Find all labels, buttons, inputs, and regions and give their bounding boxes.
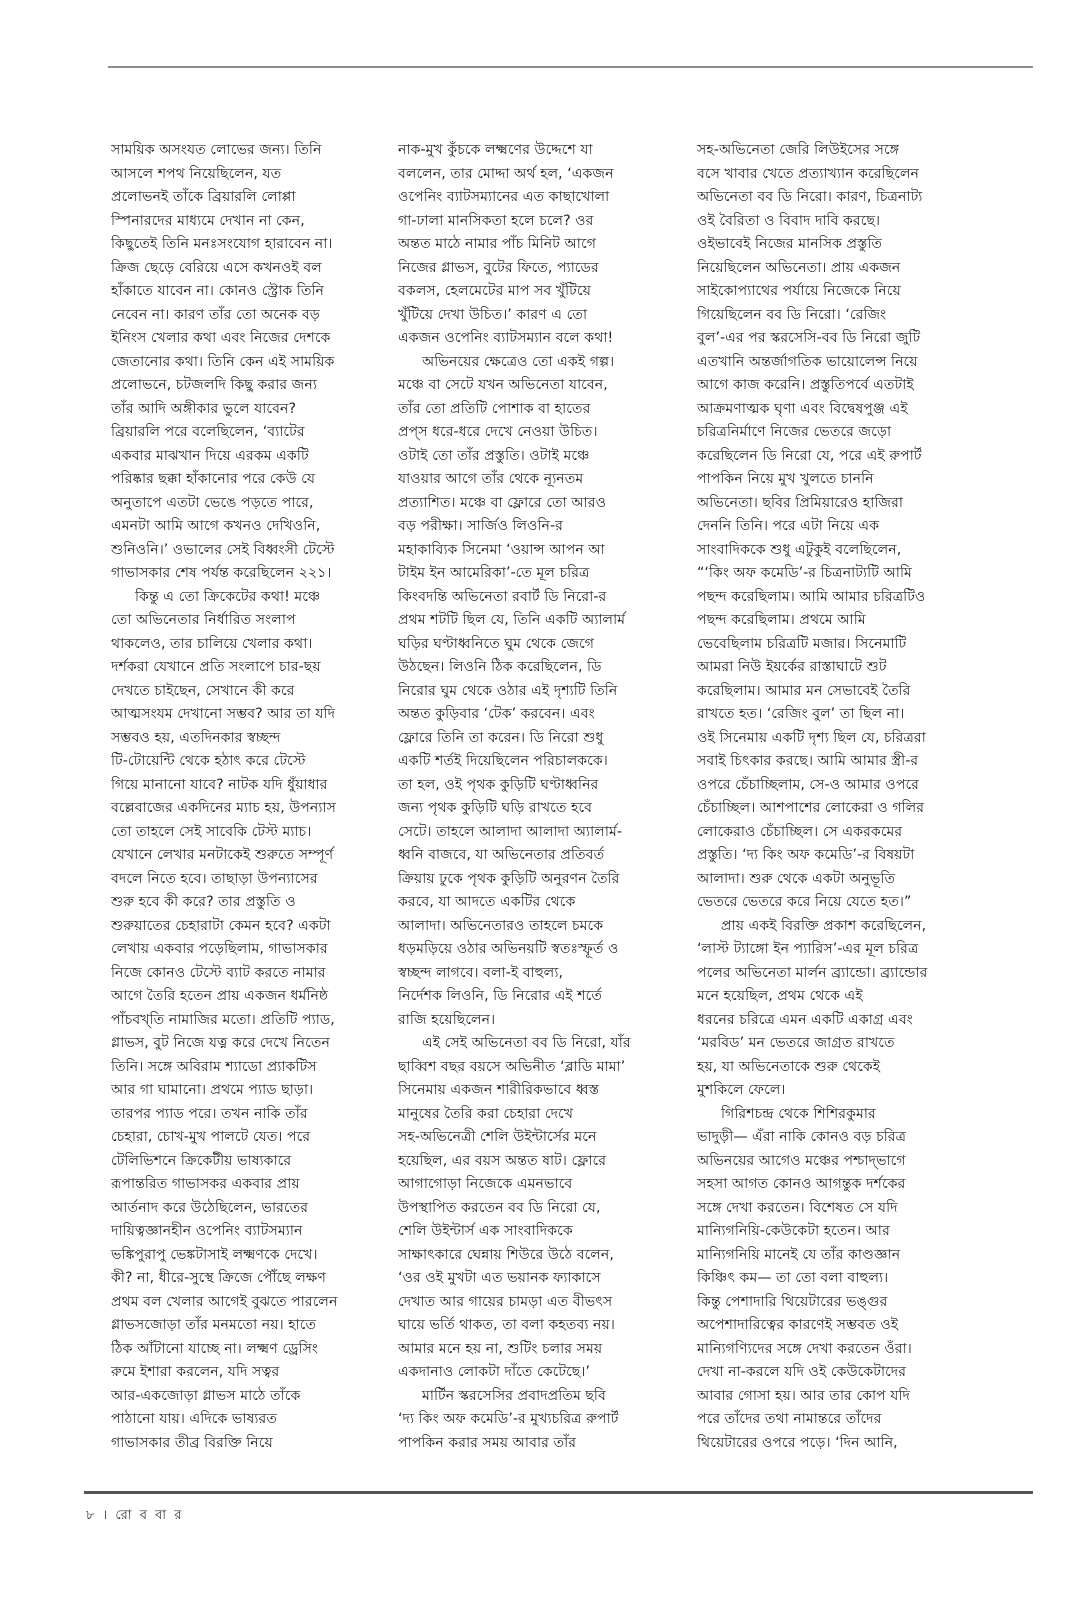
article-line: শুরুয়াতের চেহারাটা কেমন হবে? একটা bbox=[111, 917, 331, 934]
article-line: ক্রিয়ায় ঢুকে পৃথক কুড়িটি অনুরণন তৈরি bbox=[398, 870, 620, 887]
article-line: আমরা নিউ ইয়র্কের রাস্তাঘাটে শুট bbox=[697, 659, 887, 675]
article-line: অভিনয়ের ক্ষেত্রেও তো একই গল্প। bbox=[422, 353, 615, 370]
article-line: খুঁটিয়ে দেখা উচিত।’ কারণ এ তো bbox=[398, 306, 588, 323]
article-line: গ্লাভস, বুট নিজে যত্ন করে দেখে নিতেন bbox=[111, 1035, 330, 1051]
article-line: নির্দেশক লিওনি, ডি নিরোর এই শর্তে bbox=[398, 988, 603, 1004]
article-line: ওই সিনেমায় একটি দৃশ্য ছিল যে, চরিত্ররা bbox=[697, 729, 926, 746]
article-line: গিয়ে মানানো যাবে? নাটক যদি ধুঁয়াধার bbox=[111, 776, 328, 793]
article-line: কিঞ্চিৎ কম— তা তো বলা বাহুল্য। bbox=[697, 1270, 889, 1286]
article-line: কিংবদন্তি অভিনেতা রবার্ট ডি নিরো-র bbox=[398, 588, 607, 605]
article-line: একদানাও লোকটা দাঁতে কেটেছে।’ bbox=[398, 1364, 590, 1380]
article-line: প্রস্তুতি। ‘দ্য কিং অফ কমেডি’-র বিষয়টা bbox=[697, 847, 915, 863]
article-line: রুমে ইশারা করলেন, যদি সত্বর bbox=[111, 1364, 280, 1380]
article-line: ধ্বনি বাজবে, যা অভিনেতার প্রতিবর্ত bbox=[398, 847, 605, 863]
article-line: “‘কিং অফ কমেডি’-র চিত্রনাট্যটি আমি bbox=[697, 565, 912, 581]
article-line: টেলিভিশনে ক্রিকেটীয় ভাষ্যকারে bbox=[111, 1152, 292, 1169]
article-line: এমনটা আমি আগে কখনও দেখিওনি, bbox=[111, 518, 321, 534]
article-line: শুনিওনি।’ ওভালের সেই বিধ্বংসী টেস্টে bbox=[111, 541, 335, 558]
article-line: এই সেই অভিনেতা বব ডি নিরো, যাঁর bbox=[422, 1035, 631, 1051]
article-line: ধড়মড়িয়ে ওঠার অভিনয়টি স্বতঃস্ফূর্ত ও bbox=[398, 941, 619, 957]
article-line: শুরু হবে কী করে? তার প্রস্তুতি ও bbox=[111, 894, 296, 910]
article-line: ওপেনিং ব্যাটসম্যানের এত কাছাখোলা bbox=[398, 189, 610, 205]
article-line: পছন্দ করেছিলাম। আমি আমার চরিত্রটিও bbox=[697, 588, 926, 605]
article-line: ক্রিজ ছেড়ে বেরিয়ে এসে কখনওই বল bbox=[111, 259, 322, 276]
magazine-name: রো ব বা র bbox=[115, 1508, 184, 1523]
article-line: টাইম ইন আমেরিকা’-তে মূল চরিত্র bbox=[398, 565, 590, 581]
article-line: ওইভাবেই নিজের মানসিক প্রস্তুতি bbox=[697, 236, 883, 252]
article-line: যেখানে লেখার মনটাকেই শুরুতে সম্পূর্ণ bbox=[111, 847, 334, 863]
article-line: সহসা আগত কোনও আগন্তুক দর্শকের bbox=[697, 1176, 906, 1192]
article-line: গাভাসকার শেষ পর্যন্ত করেছিলেন ২২১। bbox=[111, 565, 332, 581]
article-line: প্রথম বল খেলার আগেই বুঝতে পারলেন bbox=[111, 1293, 338, 1310]
article-line: গ্লাভসজোড়া তাঁর মনমতো নয়। হাতে bbox=[111, 1317, 317, 1333]
article-line: মান্যিগনিয়ি-কেউকেটা হতেন। আর bbox=[697, 1223, 890, 1239]
article-line: ওপরে চেঁচাচ্ছিলাম, সে-ও আমার ওপরে bbox=[697, 776, 919, 793]
article-line: ঘড়ির ঘণ্টাধ্বনিতে ঘুম থেকে জেগে bbox=[398, 635, 595, 652]
page-footer bbox=[86, 1506, 183, 1527]
article-line: মুশকিলে ফেলে। bbox=[697, 1082, 786, 1098]
article-line: কিন্তু পেশাদারি থিয়েটারের ভঙ্গুর bbox=[697, 1293, 888, 1310]
article-line: এতখানি অন্তর্জাগতিক ভায়োলেন্স নিয়ে bbox=[697, 353, 918, 370]
article-line: তিনি। সঙ্গে অবিরাম শ্যাডো প্র্যাকটিস bbox=[111, 1058, 317, 1075]
article-line: করেছিলাম। আমার মন সেভাবেই তৈরি bbox=[697, 682, 911, 699]
article-line: আসলে শপথ নিয়েছিলেন, যত bbox=[111, 165, 282, 182]
article-line: চরিত্রনির্মাণে নিজের ভেতরে জড়ো bbox=[697, 424, 892, 440]
article-line: হয়, যা অভিনেতাকে শুরু থেকেই bbox=[697, 1058, 881, 1075]
article-line: অন্তত কুড়িবার ‘টেক’ করবেন। এবং bbox=[398, 706, 595, 722]
article-line: আলাদা। শুরু থেকে একটা অনুভূতি bbox=[697, 870, 896, 887]
article-line: করবে, যা আদতে একটির থেকে bbox=[398, 894, 576, 910]
article-line: প্রায় একই বিরক্তি প্রকাশ করেছিলেন, bbox=[721, 917, 927, 934]
article-line: সাময়িক অসংযত লোভের জন্য। তিনি bbox=[111, 142, 322, 158]
article-line: পছন্দ করেছিলাম। প্রথমে আমি bbox=[697, 612, 866, 628]
article-line: নিরোর ঘুম থেকে ওঠার এই দৃশ্যটি তিনি bbox=[398, 682, 618, 699]
article-line: কিন্তু এ তো ক্রিকেটের কথা! মঞ্চে bbox=[135, 588, 321, 605]
article-line: ‘লাস্ট ট্যাঙ্গো ইন প্যারিস’-এর মূল চরিত্র bbox=[697, 941, 919, 957]
article-line: শেলি উইন্টার্স এক সাংবাদিককে bbox=[398, 1223, 573, 1239]
article-line: মহাকাব্যিক সিনেমা ‘ওয়ান্স আপন আ bbox=[398, 541, 605, 558]
article-line: গিরিশচন্দ্র থেকে শিশিরকুমার bbox=[721, 1105, 876, 1122]
article-line: ঠিক আঁটানো যাচ্ছে না। লক্ষ্মণ ড্রেসিং bbox=[111, 1340, 319, 1357]
article-line: আবার গোসা হয়। আর তার কোপ যদি bbox=[697, 1387, 910, 1404]
article-line: সেটে। তাহলে আলাদা আলাদা অ্যালার্ম- bbox=[398, 823, 622, 840]
article-line: পাপকিন করার সময় আবার তাঁর bbox=[398, 1434, 577, 1451]
article-line: আমার মনে হয় না, শুটিং চলার সময় bbox=[398, 1340, 603, 1357]
article-line: চেহারা, চোখ-মুখ পালটে যেত। পরে bbox=[111, 1129, 311, 1145]
article-line: জন্য পৃথক কুড়িটি ঘড়ি রাখতে হবে bbox=[398, 800, 593, 816]
article-line: মান্যিগণ্যিদের সঙ্গে দেখা করতেন ওঁরা। bbox=[697, 1340, 912, 1357]
article-line: বড় পরীক্ষা। সার্জিও লিওনি-র bbox=[398, 518, 563, 534]
article-line: বকলস, হেলমেটের মাপ সব খুঁটিয়ে bbox=[398, 283, 591, 299]
article-line: লোকেরাও চেঁচাচ্ছিল। সে একরকমের bbox=[697, 823, 903, 840]
article-line: নিজের গ্লাভস, বুটের ফিতে, প্যাডের bbox=[398, 259, 599, 276]
article-line: সাইকোপ্যাথের পর্যায়ে নিজেকে নিয়ে bbox=[697, 283, 901, 299]
article-line: প্রথম শটটি ছিল যে, তিনি একটি অ্যালার্ম bbox=[398, 612, 626, 628]
article-column-3 bbox=[697, 139, 980, 1455]
article-line: ওটাই তো তাঁর প্রস্তুতি। ওটাই মঞ্চে bbox=[398, 447, 590, 464]
article-line: করেছিলেন ডি নিরো যে, পরে এই রুপার্ট bbox=[697, 447, 922, 464]
article-line: আর গা ঘামানো। প্রথমে প্যাড ছাড়া। bbox=[111, 1082, 314, 1098]
article-line: ভাদুড়ী— এঁরা নাকি কোনও বড় চরিত্র bbox=[697, 1129, 907, 1145]
header-rule bbox=[108, 66, 1033, 68]
article-line: গাভাসকার তীব্র বিরক্তি নিয়ে bbox=[111, 1434, 273, 1451]
article-line: প্রপ্‌স ধরে-ধরে দেখে নেওয়া উচিত। bbox=[398, 424, 598, 440]
article-line: দেখাত আর গায়ের চামড়া এত বীভৎস bbox=[398, 1293, 613, 1310]
article-line: ‘মরবিড’ মন ভেতরে জাগ্রত রাখতে bbox=[697, 1035, 895, 1051]
article-line: সাক্ষাৎকারে ঘেন্নায় শিউরে উঠে বলেন, bbox=[398, 1246, 614, 1263]
article-line: যাওয়ার আগে তাঁর থেকে ন্যূনতম bbox=[398, 471, 584, 487]
article-line: পলের অভিনেতা মার্লন ব্র্যান্ডো। ব্র্যান্ডোর bbox=[697, 964, 928, 981]
article-line: পরিষ্কার ছক্কা হাঁকানোর পরে কেউ যে bbox=[111, 471, 316, 487]
article-column-1 bbox=[111, 139, 383, 1455]
article-line: পাঠানো যায়। এদিকে ভাষ্যরত bbox=[111, 1411, 277, 1427]
article-line: বদলে নিতে হবে। তাছাড়া উপন্যাসের bbox=[111, 870, 318, 887]
article-line: দায়িত্বজ্ঞানহীন ওপেনিং ব্যাটসম্যান bbox=[111, 1223, 303, 1239]
article-line: সিনেমায় একজন শারীরিকভাবে ধ্বস্ত bbox=[398, 1082, 600, 1098]
article-line: আর-একজোড়া গ্লাভস মাঠে তাঁকে bbox=[111, 1387, 301, 1404]
article-line: থাকলেও, তার চালিয়ে খেলার কথা। bbox=[111, 635, 313, 652]
article-line: পাঁচবখ্‌তি নামাজির মতো। প্রতিটি প্যাড, bbox=[111, 1011, 335, 1028]
article-line: স্বচ্ছন্দ লাগবে। বলা-ই বাহুল্য, bbox=[398, 964, 563, 981]
article-line: ভেতরে ভেতরে করে নিয়ে যেতে হত।” bbox=[697, 894, 912, 910]
article-line: আর্তনাদ করে উঠেছিলেন, ভারতের bbox=[111, 1199, 309, 1216]
article-line: তাঁর তো প্রতিটি পোশাক বা হাতের bbox=[398, 400, 591, 417]
article-line: আগাগোড়া নিজেকে এমনভাবে bbox=[398, 1176, 573, 1192]
article-line: সম্ভবও হয়, এতদিনকার স্বচ্ছন্দ bbox=[111, 729, 281, 746]
article-line: অভিনয়ের আগেও মঞ্চের পশ্চাদ্‌ভাগে bbox=[697, 1152, 906, 1169]
article-line: ছাব্বিশ বছর বয়সে অভিনীত ‘ব্লাডি মামা’ bbox=[398, 1058, 626, 1075]
article-line: তো তাহলে সেই সাবেকি টেস্ট ম্যাচ। bbox=[111, 823, 312, 840]
article-line: আলাদা। অভিনেতারও তাহলে চমকে bbox=[398, 917, 604, 934]
article-line: মনে হয়েছিল, প্রথম থেকে এই bbox=[697, 988, 863, 1004]
article-line: বুল’-এর পর স্করসেসি-বব ডি নিরো জুটি bbox=[697, 330, 921, 346]
article-line: দর্শকরা যেখানে প্রতি সংলাপে চার-ছয় bbox=[111, 659, 321, 675]
article-line: ‘দ্য কিং অফ কমেডি’-র মুখ্যচরিত্র রুপার্ট bbox=[398, 1411, 619, 1427]
article-line: দেখা না-করলে যদি ওই কেউকেটাদের bbox=[697, 1364, 907, 1380]
article-line: ব্রিয়ারলি পরে বলেছিলেন, ‘ব্যাটের bbox=[111, 424, 305, 440]
article-line: জেতানোর কথা। তিনি কেন এই সাময়িক bbox=[111, 353, 335, 370]
article-line: ভঙ্কিপুরাপু ভেঙ্কটাসাই লক্ষ্মণকে দেখে। bbox=[111, 1246, 318, 1263]
article-line: মার্টিন স্করসেসির প্রবাদপ্রতিম ছবি bbox=[422, 1387, 606, 1404]
article-line: বল্লেবাজের একদিনের ম্যাচ হয়, উপন্যাস bbox=[111, 800, 336, 816]
article-line: গা-ঢালা মানসিকতা হলে চলে? ওর bbox=[398, 212, 594, 229]
article-line: হাঁকাতে যাবেন না। কোনও স্ট্রোক তিনি bbox=[111, 283, 325, 299]
article-line: আত্মসংযম দেখানো সম্ভব? আর তা যদি bbox=[111, 706, 336, 722]
article-line: ঘায়ে ভর্তি থাকত, তা বলা কহতব্য নয়। bbox=[398, 1317, 615, 1333]
article-line: পাপকিন নিয়ে মুখ খুলতে চাননি bbox=[697, 471, 874, 487]
article-line: তো অভিনেতার নির্ধারিত সংলাপ bbox=[111, 612, 296, 628]
article-line: একজন ওপেনিং ব্যাটসম্যান বলে কথা! bbox=[398, 330, 614, 346]
article-line: সবাই চিৎকার করছে। আমি আমার স্ত্রী-র bbox=[697, 753, 919, 769]
article-line: ধরনের চরিত্রে এমন একটি একাগ্র এবং bbox=[697, 1011, 913, 1028]
article-line: ফ্লোরে তিনি তা করেন। ডি নিরো শুধু bbox=[398, 729, 604, 746]
article-line: পরে তাঁদের তথা নামান্তরে তাঁদের bbox=[697, 1411, 882, 1427]
article-line: উপস্থাপিত করতেন বব ডি নিরো যে, bbox=[398, 1199, 601, 1216]
article-line: বসে খাবার খেতে প্রত্যাখ্যান করেছিলেন bbox=[697, 165, 919, 182]
article-line: সহ-অভিনেত্রী শেলি উইন্টার্সের মনে bbox=[398, 1129, 597, 1145]
article-line: গিয়েছিলেন বব ডি নিরো। ‘রেজিং bbox=[697, 306, 887, 323]
article-line: লেখায় একবার পড়েছিলাম, গাভাসকার bbox=[111, 941, 328, 957]
article-line: আক্রমণাত্মক ঘৃণা এবং বিদ্বেষপুঞ্জ এই bbox=[697, 400, 908, 417]
article-line: দেননি তিনি। পরে এটা নিয়ে এক bbox=[697, 518, 880, 534]
article-line: আগে কাজ করেনি। প্রস্তুতিপর্বে এতটাই bbox=[697, 377, 914, 393]
article-line: ‘ওর ওই মুখটা এত ভয়ানক ফ্যাকাসে bbox=[398, 1270, 601, 1286]
article-line: নিজে কোনও টেস্টে ব্যাট করতে নামার bbox=[111, 964, 326, 981]
article-line: একটি শর্তই দিয়েছিলেন পরিচালককে। bbox=[398, 753, 608, 769]
article-line: অনুতাপে এতটা ভেঙে পড়তে পারে, bbox=[111, 494, 314, 511]
article-line: নাক-মুখ কুঁচকে লক্ষ্মণের উদ্দেশে যা bbox=[398, 142, 593, 158]
article-line: অভিনেতা বব ডি নিরো। কারণ, চিত্রনাট্য bbox=[697, 189, 923, 205]
article-line: সহ-অভিনেতা জেরি লিউইসের সঙ্গে bbox=[697, 142, 900, 158]
article-line: কী? না, ধীরে-সুস্থে ক্রিজে পৌঁছে লক্ষণ bbox=[111, 1270, 326, 1286]
article-line: আগে তৈরি হতেন প্রায় একজন ধর্মনিষ্ঠ bbox=[111, 988, 329, 1004]
article-line: রাজি হয়েছিলেন। bbox=[398, 1011, 496, 1028]
article-line: প্রলোভনই তাঁকে ব্রিয়ারলি লোপ্পা bbox=[111, 189, 296, 205]
article-line: একবার মাঝখান দিয়ে এরকম একটি bbox=[111, 447, 309, 464]
article-line: মানুষের তৈরি করা চেহারা দেখে bbox=[398, 1105, 574, 1122]
article-line: অন্তত মাঠে নামার পাঁচ মিনিট আগে bbox=[398, 236, 597, 252]
article-line: তারপর প্যাড পরে। তখন নাকি তাঁর bbox=[111, 1105, 308, 1122]
article-line: মঞ্চে বা সেটে যখন অভিনেতা যাবেন, bbox=[398, 377, 608, 393]
article-line: তা হল, ওই পৃথক কুড়িটি ঘণ্টাধ্বনির bbox=[398, 776, 599, 793]
article-line: চেঁচাচ্ছিল। আশপাশের লোকেরা ও গলির bbox=[697, 800, 925, 816]
article-line: সঙ্গে দেখা করতেন। বিশেষত সে যদি bbox=[697, 1199, 898, 1216]
article-line: রাখতে হত। ‘রেজিং বুল’ তা ছিল না। bbox=[697, 706, 905, 722]
article-line: নিয়েছিলেন অভিনেতা। প্রায় একজন bbox=[697, 259, 901, 276]
footer-separator: । bbox=[102, 1508, 110, 1523]
article-line: থিয়েটারের ওপরে পড়ে। ‘দিন আনি, bbox=[697, 1434, 898, 1451]
article-column-2 bbox=[398, 139, 673, 1455]
article-line: সাংবাদিককে শুধু এটুকুই বলেছিলেন, bbox=[697, 541, 902, 558]
article-line: নেবেন না। কারণ তাঁর তো অনেক বড় bbox=[111, 306, 320, 323]
article-line: কিছুতেই তিনি মনঃসংযোগ হারাবেন না। bbox=[111, 236, 333, 252]
article-line: তাঁর আদি অঙ্গীকার ভুলে যাবেন? bbox=[111, 400, 296, 417]
article-line: বললেন, তার মোদ্দা অর্থ হল, ‘একজন bbox=[398, 165, 614, 182]
article-line: প্রত্যাশিত। মঞ্চে বা ফ্লোরে তো আরও bbox=[398, 494, 607, 511]
article-line: ইনিংস খেলার কথা এবং নিজের দেশকে bbox=[111, 330, 331, 346]
footer-rule bbox=[84, 1491, 1033, 1494]
article-line: রূপান্তরিত গাভাসকর একবার প্রায় bbox=[111, 1176, 300, 1192]
article-line: ভেবেছিলাম চরিত্রটি মজার। সিনেমাটি bbox=[697, 635, 907, 652]
article-line: মান্যিগনিয়ি মানেই যে তাঁর কাণ্ডজ্ঞান bbox=[697, 1246, 901, 1263]
article-line: টি-টোয়েন্টি থেকে হঠাৎ করে টেস্টে bbox=[111, 753, 306, 769]
article-line: স্পিনারদের মাধ্যমে দেখান না কেন, bbox=[111, 212, 305, 229]
article-line: অভিনেতা। ছবির প্রিমিয়ারেও হাজিরা bbox=[697, 494, 904, 511]
article-line: দেখতে চাইছেন, সেখানে কী করে bbox=[111, 682, 295, 699]
page-number: ৮ bbox=[86, 1508, 97, 1523]
article-line: ওই বৈরিতা ও বিবাদ দাবি করছে। bbox=[697, 212, 881, 229]
article-line: হয়েছিল, এর বয়স অন্তত ষাট। ফ্লোরে bbox=[398, 1152, 607, 1169]
article-line: অপেশাদারিত্বের কারণেই সম্ভবত ওই bbox=[697, 1317, 899, 1333]
article-line: প্রলোভনে, চটজলদি কিছু করার জন্য bbox=[111, 377, 317, 393]
article-line: উঠছেন। লিওনি ঠিক করেছিলেন, ডি bbox=[398, 659, 602, 675]
